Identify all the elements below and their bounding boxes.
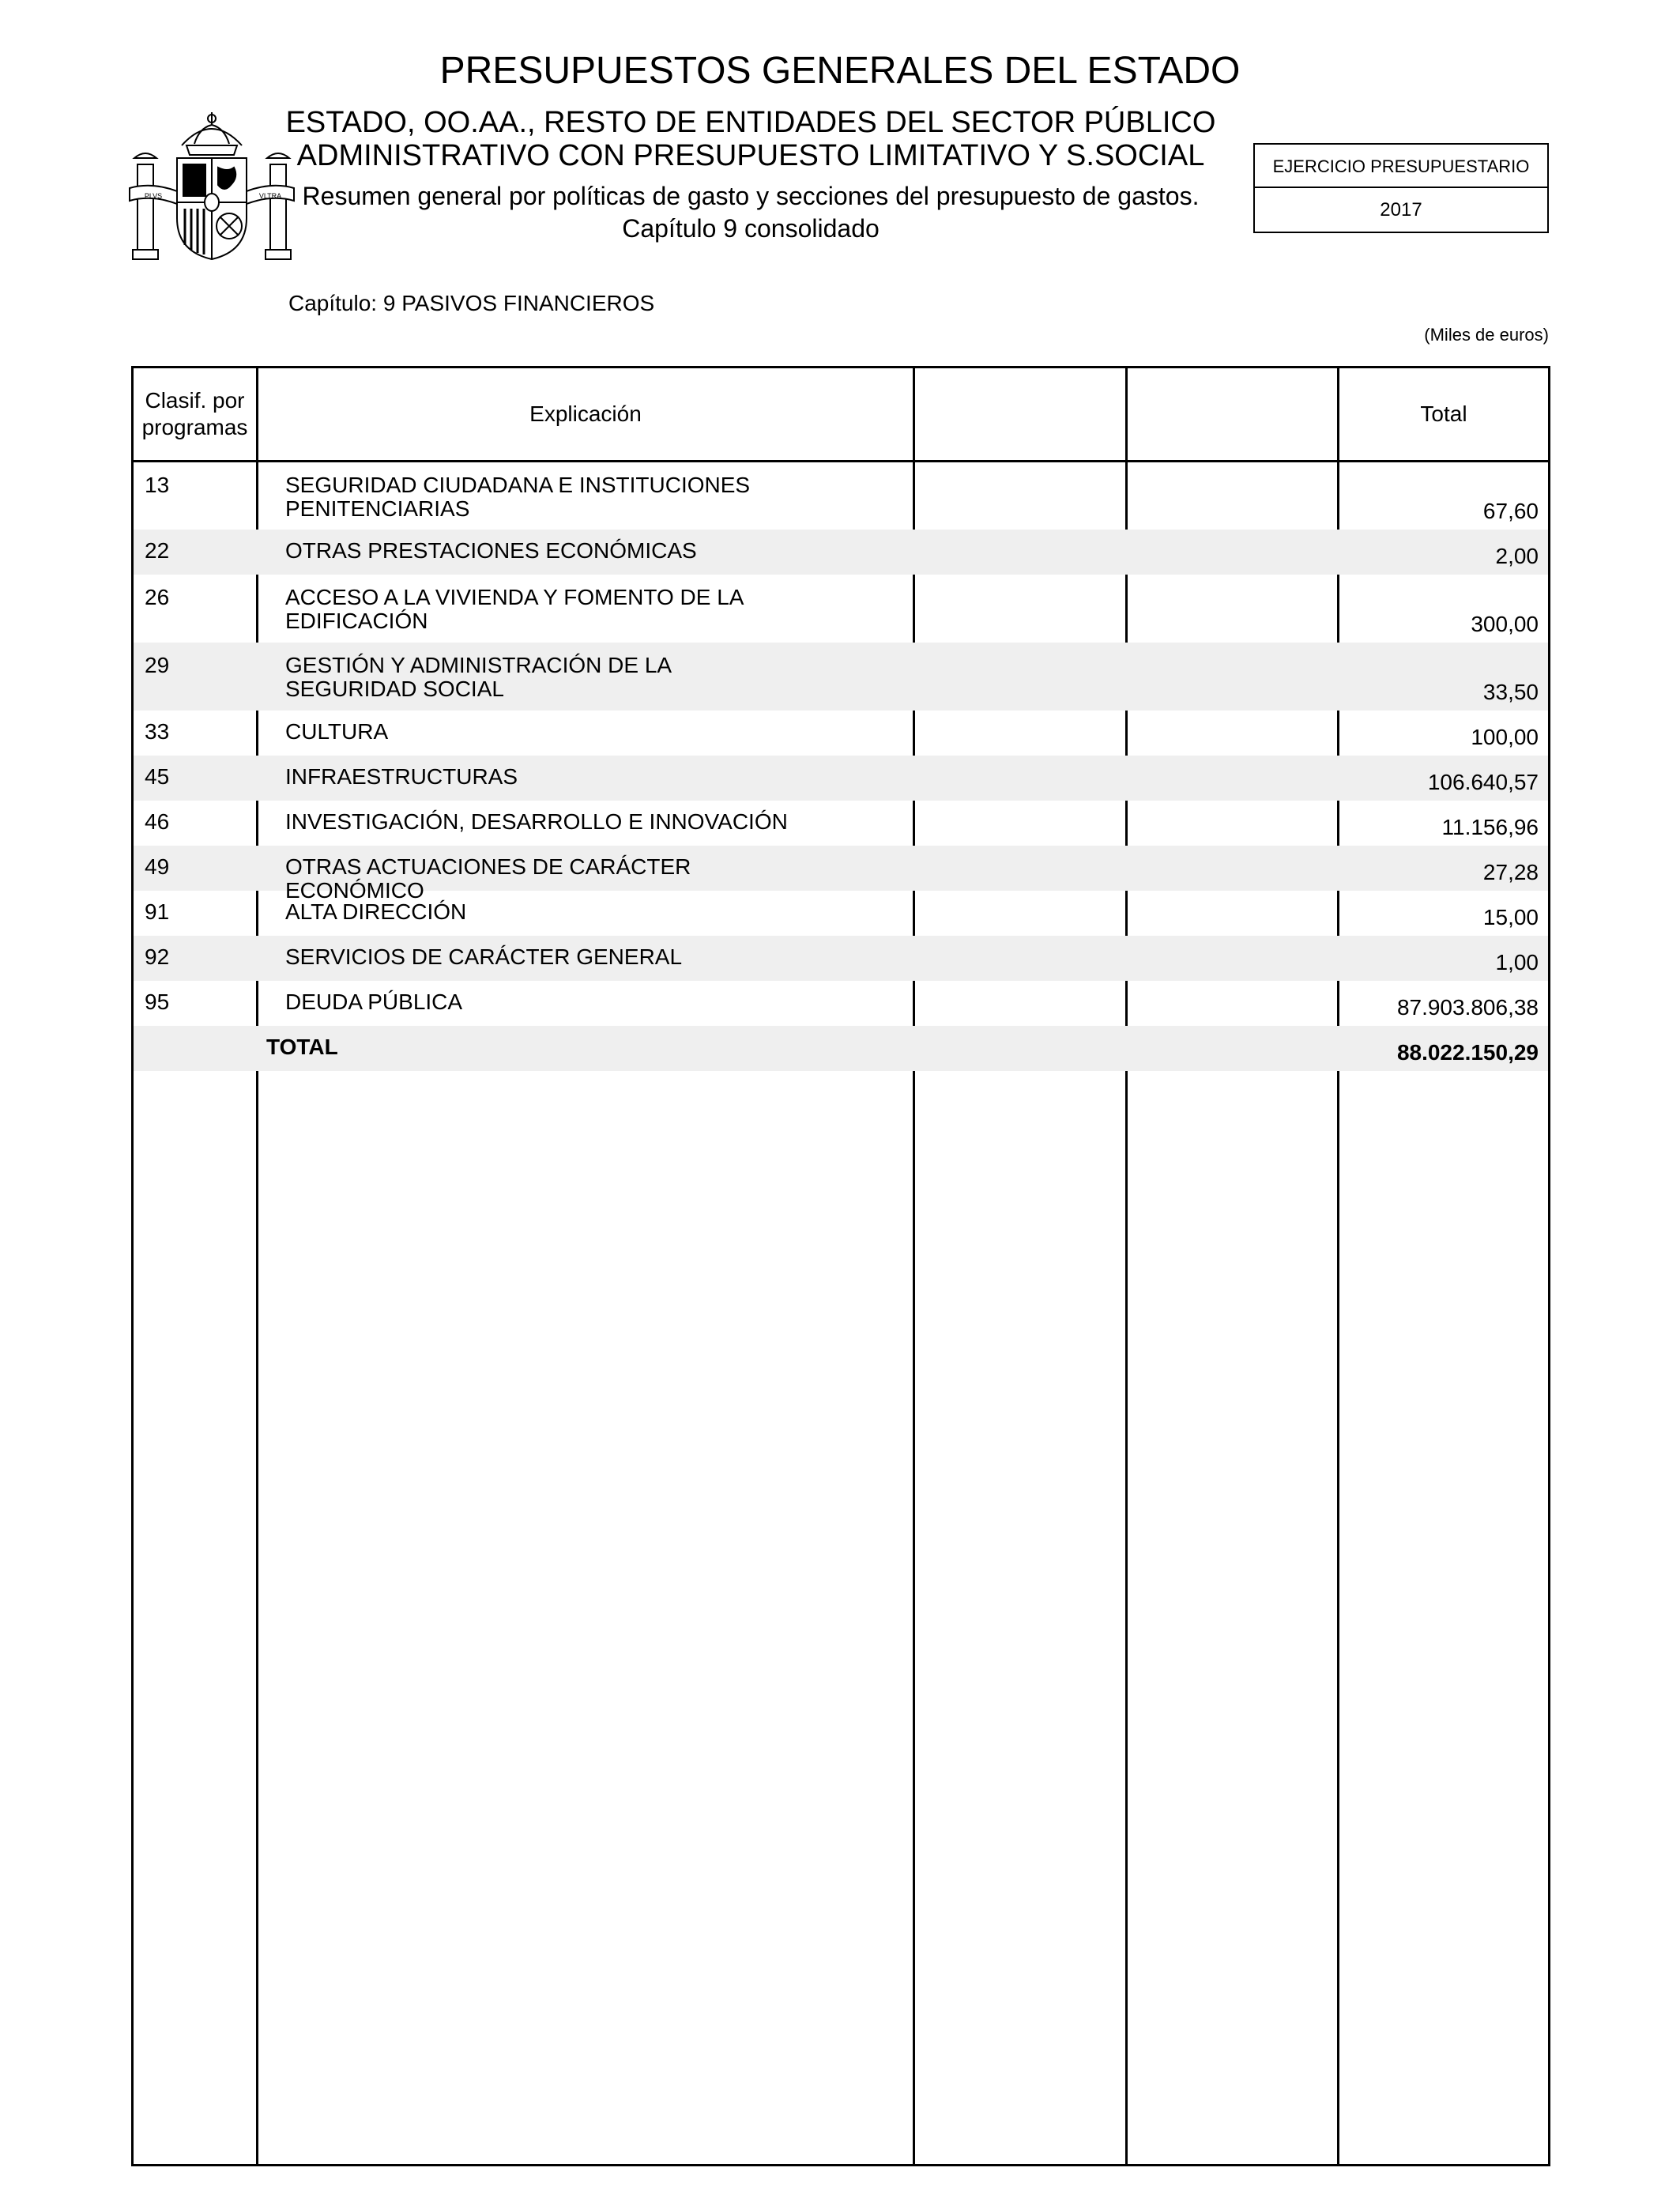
- row-total: 1,00: [1495, 950, 1539, 974]
- row-total: 106.640,57: [1427, 770, 1539, 794]
- row-code: 22: [145, 538, 170, 563]
- header-clasif: Clasif. por programas: [141, 388, 248, 439]
- header-total: Total: [1420, 401, 1467, 426]
- row-explicacion: OTRAS ACTUACIONES DE CARÁCTER ECONÓMICO: [285, 854, 691, 903]
- row-explicacion: ACCESO A LA VIVIENDA Y FOMENTO DE LA EDIFICACIÓN: [285, 585, 743, 633]
- row-total: 15,00: [1482, 905, 1539, 929]
- row-code: 33: [145, 719, 170, 744]
- row-code: 49: [145, 854, 170, 879]
- row-total: 67,60: [1482, 499, 1539, 523]
- fiscal-year-value: 2017: [1380, 199, 1422, 221]
- coat-legend-right: VLTRA: [258, 192, 282, 200]
- row-explicacion: DEUDA PÚBLICA: [285, 990, 463, 1014]
- report-description-line1: Resumen general por políticas de gasto y secciones del presupuesto de gastos.: [302, 182, 1200, 210]
- table-row: [134, 801, 1548, 846]
- row-total: 87.903.806,38: [1396, 995, 1539, 1020]
- row-code: 46: [145, 809, 170, 834]
- table-row: [134, 936, 1548, 981]
- row-total: 2,00: [1495, 544, 1539, 568]
- row-explicacion: SEGURIDAD CIUDADANA E INSTITUCIONES PENITENCIARIAS: [285, 473, 751, 521]
- row-total: 27,28: [1482, 860, 1539, 884]
- row-explicacion: GESTIÓN Y ADMINISTRACIÓN DE LA SEGURIDAD SOCIAL: [285, 653, 671, 701]
- table-row: [134, 711, 1548, 756]
- row-code: 29: [145, 653, 170, 677]
- fiscal-year-label: EJERCICIO PRESUPUESTARIO: [1255, 145, 1547, 188]
- coat-legend-left: PLVS: [144, 192, 163, 200]
- header-column-3: [915, 368, 1125, 460]
- table-row: [134, 846, 1548, 903]
- row-code: 45: [145, 764, 170, 789]
- row-code: 91: [145, 899, 170, 924]
- total-value: 88.022.150,29: [1396, 1040, 1539, 1065]
- coat-of-arms-icon: [128, 109, 296, 264]
- table-row: [134, 981, 1548, 1026]
- header-explicacion: Explicación: [529, 401, 642, 426]
- table-total-row: [134, 1026, 1548, 1071]
- row-code: 26: [145, 585, 170, 609]
- table-row: [134, 643, 1548, 711]
- row-explicacion: CULTURA: [285, 719, 389, 744]
- row-explicacion: ALTA DIRECCIÓN: [285, 899, 467, 924]
- fiscal-year-box: [1253, 143, 1549, 233]
- row-explicacion: INVESTIGACIÓN, DESARROLLO E INNOVACIÓN: [285, 809, 788, 834]
- table-row: [134, 575, 1548, 643]
- report-description-line2: Capítulo 9 consolidado: [622, 214, 880, 243]
- row-total: 33,50: [1482, 680, 1539, 704]
- page-title: PRESUPUESTOS GENERALES DEL ESTADO: [439, 50, 1241, 92]
- row-explicacion: INFRAESTRUCTURAS: [285, 764, 518, 789]
- table-row: [134, 756, 1548, 801]
- budget-table: [131, 366, 1550, 2166]
- row-explicacion: SERVICIOS DE CARÁCTER GENERAL: [285, 944, 683, 969]
- row-total: 100,00: [1471, 725, 1539, 749]
- page-subtitle-line2: ADMINISTRATIVO CON PRESUPUESTO LIMITATIVO Y S.SOCIAL: [296, 139, 1205, 172]
- header-column-4: [1128, 368, 1337, 460]
- table-row: [134, 462, 1548, 530]
- row-code: 92: [145, 944, 170, 969]
- row-explicacion: OTRAS PRESTACIONES ECONÓMICAS: [285, 538, 697, 563]
- chapter-label: Capítulo: 9 PASIVOS FINANCIEROS: [288, 291, 655, 315]
- total-label: TOTAL: [266, 1035, 338, 1059]
- page-subtitle-line1: ESTADO, OO.AA., RESTO DE ENTIDADES DEL SECTOR PÚBLICO: [285, 106, 1216, 139]
- table-row: [134, 530, 1548, 575]
- row-code: 95: [145, 990, 170, 1014]
- table-row: [134, 891, 1548, 936]
- row-total: 300,00: [1471, 612, 1539, 636]
- row-total: 11.156,96: [1441, 815, 1539, 839]
- units-label: (Miles de euros): [1424, 325, 1549, 345]
- row-code: 13: [145, 473, 170, 497]
